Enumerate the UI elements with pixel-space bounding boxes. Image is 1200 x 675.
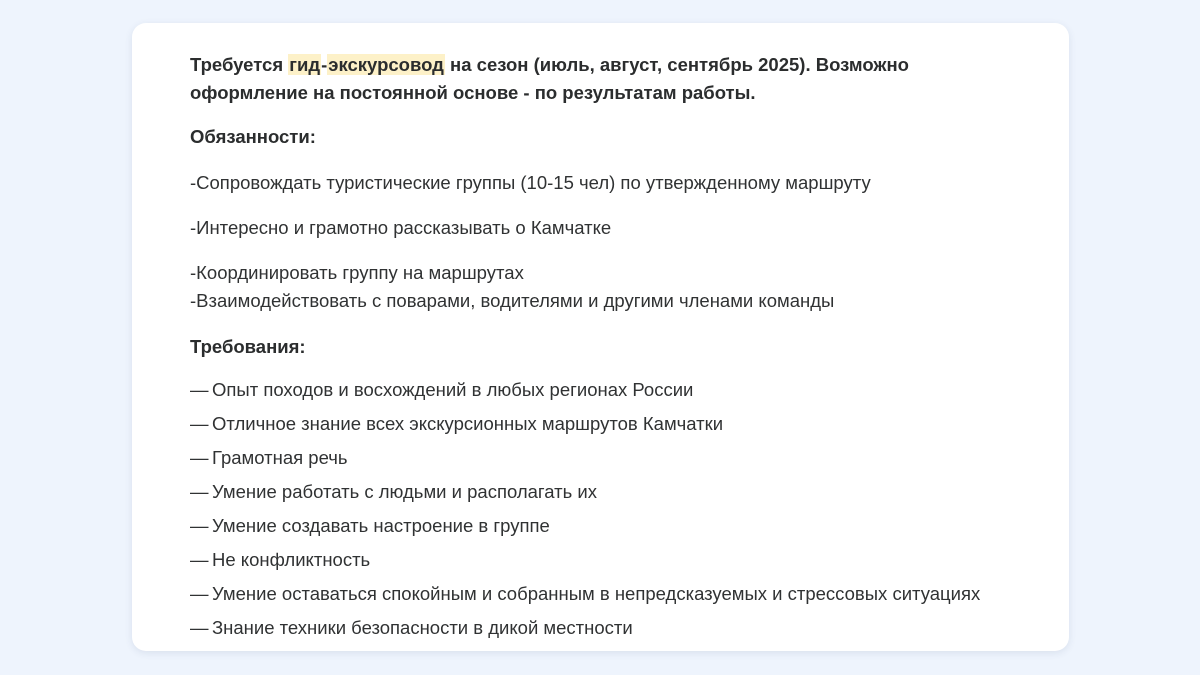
requirements-list (190, 377, 1051, 649)
requirements-heading: Требования: (190, 336, 306, 357)
intro-text-line2: оформление на постоянной основе - по результатам работы. (190, 82, 756, 103)
requirement-item (190, 547, 1051, 581)
intro-text-start: Требуется (190, 54, 289, 75)
dash-marker: — (190, 481, 209, 502)
duty-item: -Взаимодействовать с поварами, водителями и другими членами команды (190, 290, 835, 311)
requirement-text: Знание техники безопасности в дикой местности (212, 617, 633, 638)
vacancy-description-card (132, 23, 1069, 651)
requirement-item (190, 513, 1051, 547)
requirement-text: Умение оставаться спокойным и собранным в непредсказуемых и стрессовых ситуациях (212, 583, 981, 604)
intro-text-end: на сезон (июль, август, сентябрь 2025). Возможно (444, 54, 909, 75)
highlighted-keyword-guide: гид (289, 54, 321, 75)
requirement-text: Не конфликтность (212, 549, 371, 570)
highlighted-keyword-excursion-guide: экскурсовод (328, 54, 444, 75)
dash-marker: — (190, 379, 209, 400)
requirement-text: Умение создавать настроение в группе (212, 515, 550, 536)
intro-hyphen: - (321, 54, 328, 75)
requirement-text: Умение работать с людьми и располагать их (212, 481, 597, 502)
duty-item: -Сопровождать туристические группы (10-15 чел) по утвержденному маршруту (190, 172, 871, 193)
requirement-item (190, 615, 1051, 649)
dash-marker: — (190, 413, 209, 434)
duty-item: -Интересно и грамотно рассказывать о Камчатке (190, 217, 612, 238)
requirement-item (190, 445, 1051, 479)
requirement-item (190, 377, 1051, 411)
duties-heading: Обязанности: (190, 126, 316, 147)
dash-marker: — (190, 447, 209, 468)
requirement-item (190, 479, 1051, 513)
requirement-text: Грамотная речь (212, 447, 348, 468)
dash-marker: — (190, 583, 209, 604)
duty-item: -Координировать группу на маршрутах (190, 262, 524, 283)
dash-marker: — (190, 549, 209, 570)
requirement-text: Опыт походов и восхождений в любых регионах России (212, 379, 694, 400)
requirement-text: Отличное знание всех экскурсионных маршрутов Камчатки (212, 413, 724, 434)
dash-marker: — (190, 515, 209, 536)
dash-marker: — (190, 617, 209, 638)
requirement-item (190, 581, 1051, 615)
vacancy-description (190, 51, 1051, 649)
requirement-item (190, 411, 1051, 445)
intro-paragraph (190, 51, 1051, 107)
